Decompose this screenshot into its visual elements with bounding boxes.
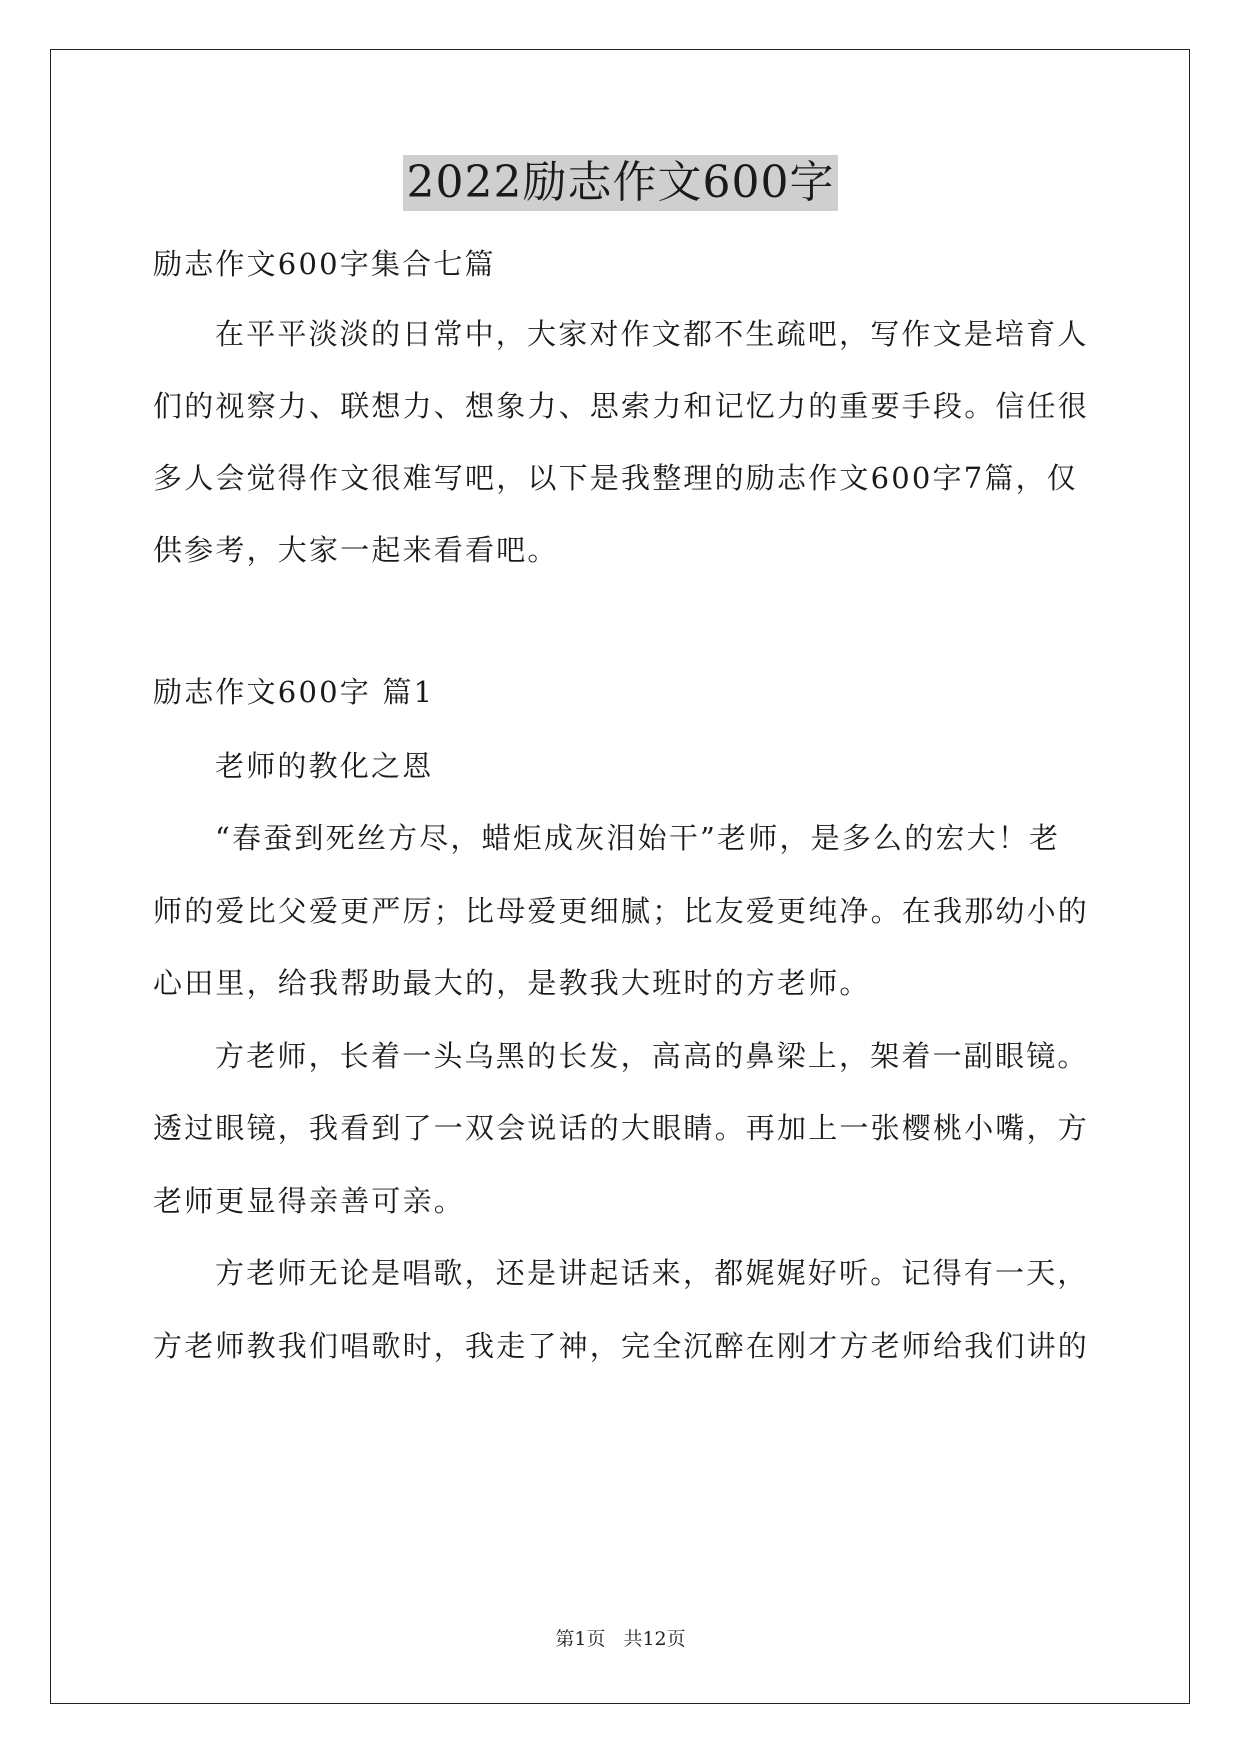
intro-line: 供参考，大家一起来看看吧。 [153,533,559,567]
body-line: 老师更显得亲善可亲。 [153,1184,466,1218]
body-line: 方老师教我们唱歌时，我走了神，完全沉醉在刚才方老师给我们讲的 [153,1329,1090,1363]
section-heading: 励志作文600字 篇1 [153,675,435,709]
body-line: 心田里，给我帮助最大的，是教我大班时的方老师。 [153,966,871,1000]
body-line: 师的爱比父爱更严厉；比母爱更细腻；比友爱更纯净。在我那幼小的 [153,894,1090,928]
essay-title: 老师的教化之恩 [215,749,434,783]
intro-line: 在平平淡淡的日常中，大家对作文都不生疏吧，写作文是培育人 [215,317,1089,351]
body-line: “春蚕到死丝方尽，蜡炬成灰泪始干”老师，是多么的宏大！老 [215,821,1061,855]
intro-line: 们的视察力、联想力、想象力、思索力和记忆力的重要手段。信任很 [153,389,1090,423]
page-footer [0,1626,1241,1652]
intro-line: 多人会觉得作文很难写吧，以下是我整理的励志作文600字7篇，仅 [153,461,1079,495]
document-title-text: 2022励志作文600字 [403,155,839,211]
body-line: 透过眼镜，我看到了一双会说话的大眼睛。再加上一张樱桃小嘴，方 [153,1111,1090,1145]
page-total: 共12页 [623,1628,686,1650]
document-title [0,155,1241,211]
page-number: 第1页 [555,1628,606,1650]
document-subtitle: 励志作文600字集合七篇 [153,247,496,281]
page-border [50,49,1190,1704]
body-line: 方老师无论是唱歌，还是讲起话来，都娓娓好听。记得有一天， [215,1256,1089,1290]
body-line: 方老师，长着一头乌黑的长发，高高的鼻梁上，架着一副眼镜。 [215,1039,1089,1073]
